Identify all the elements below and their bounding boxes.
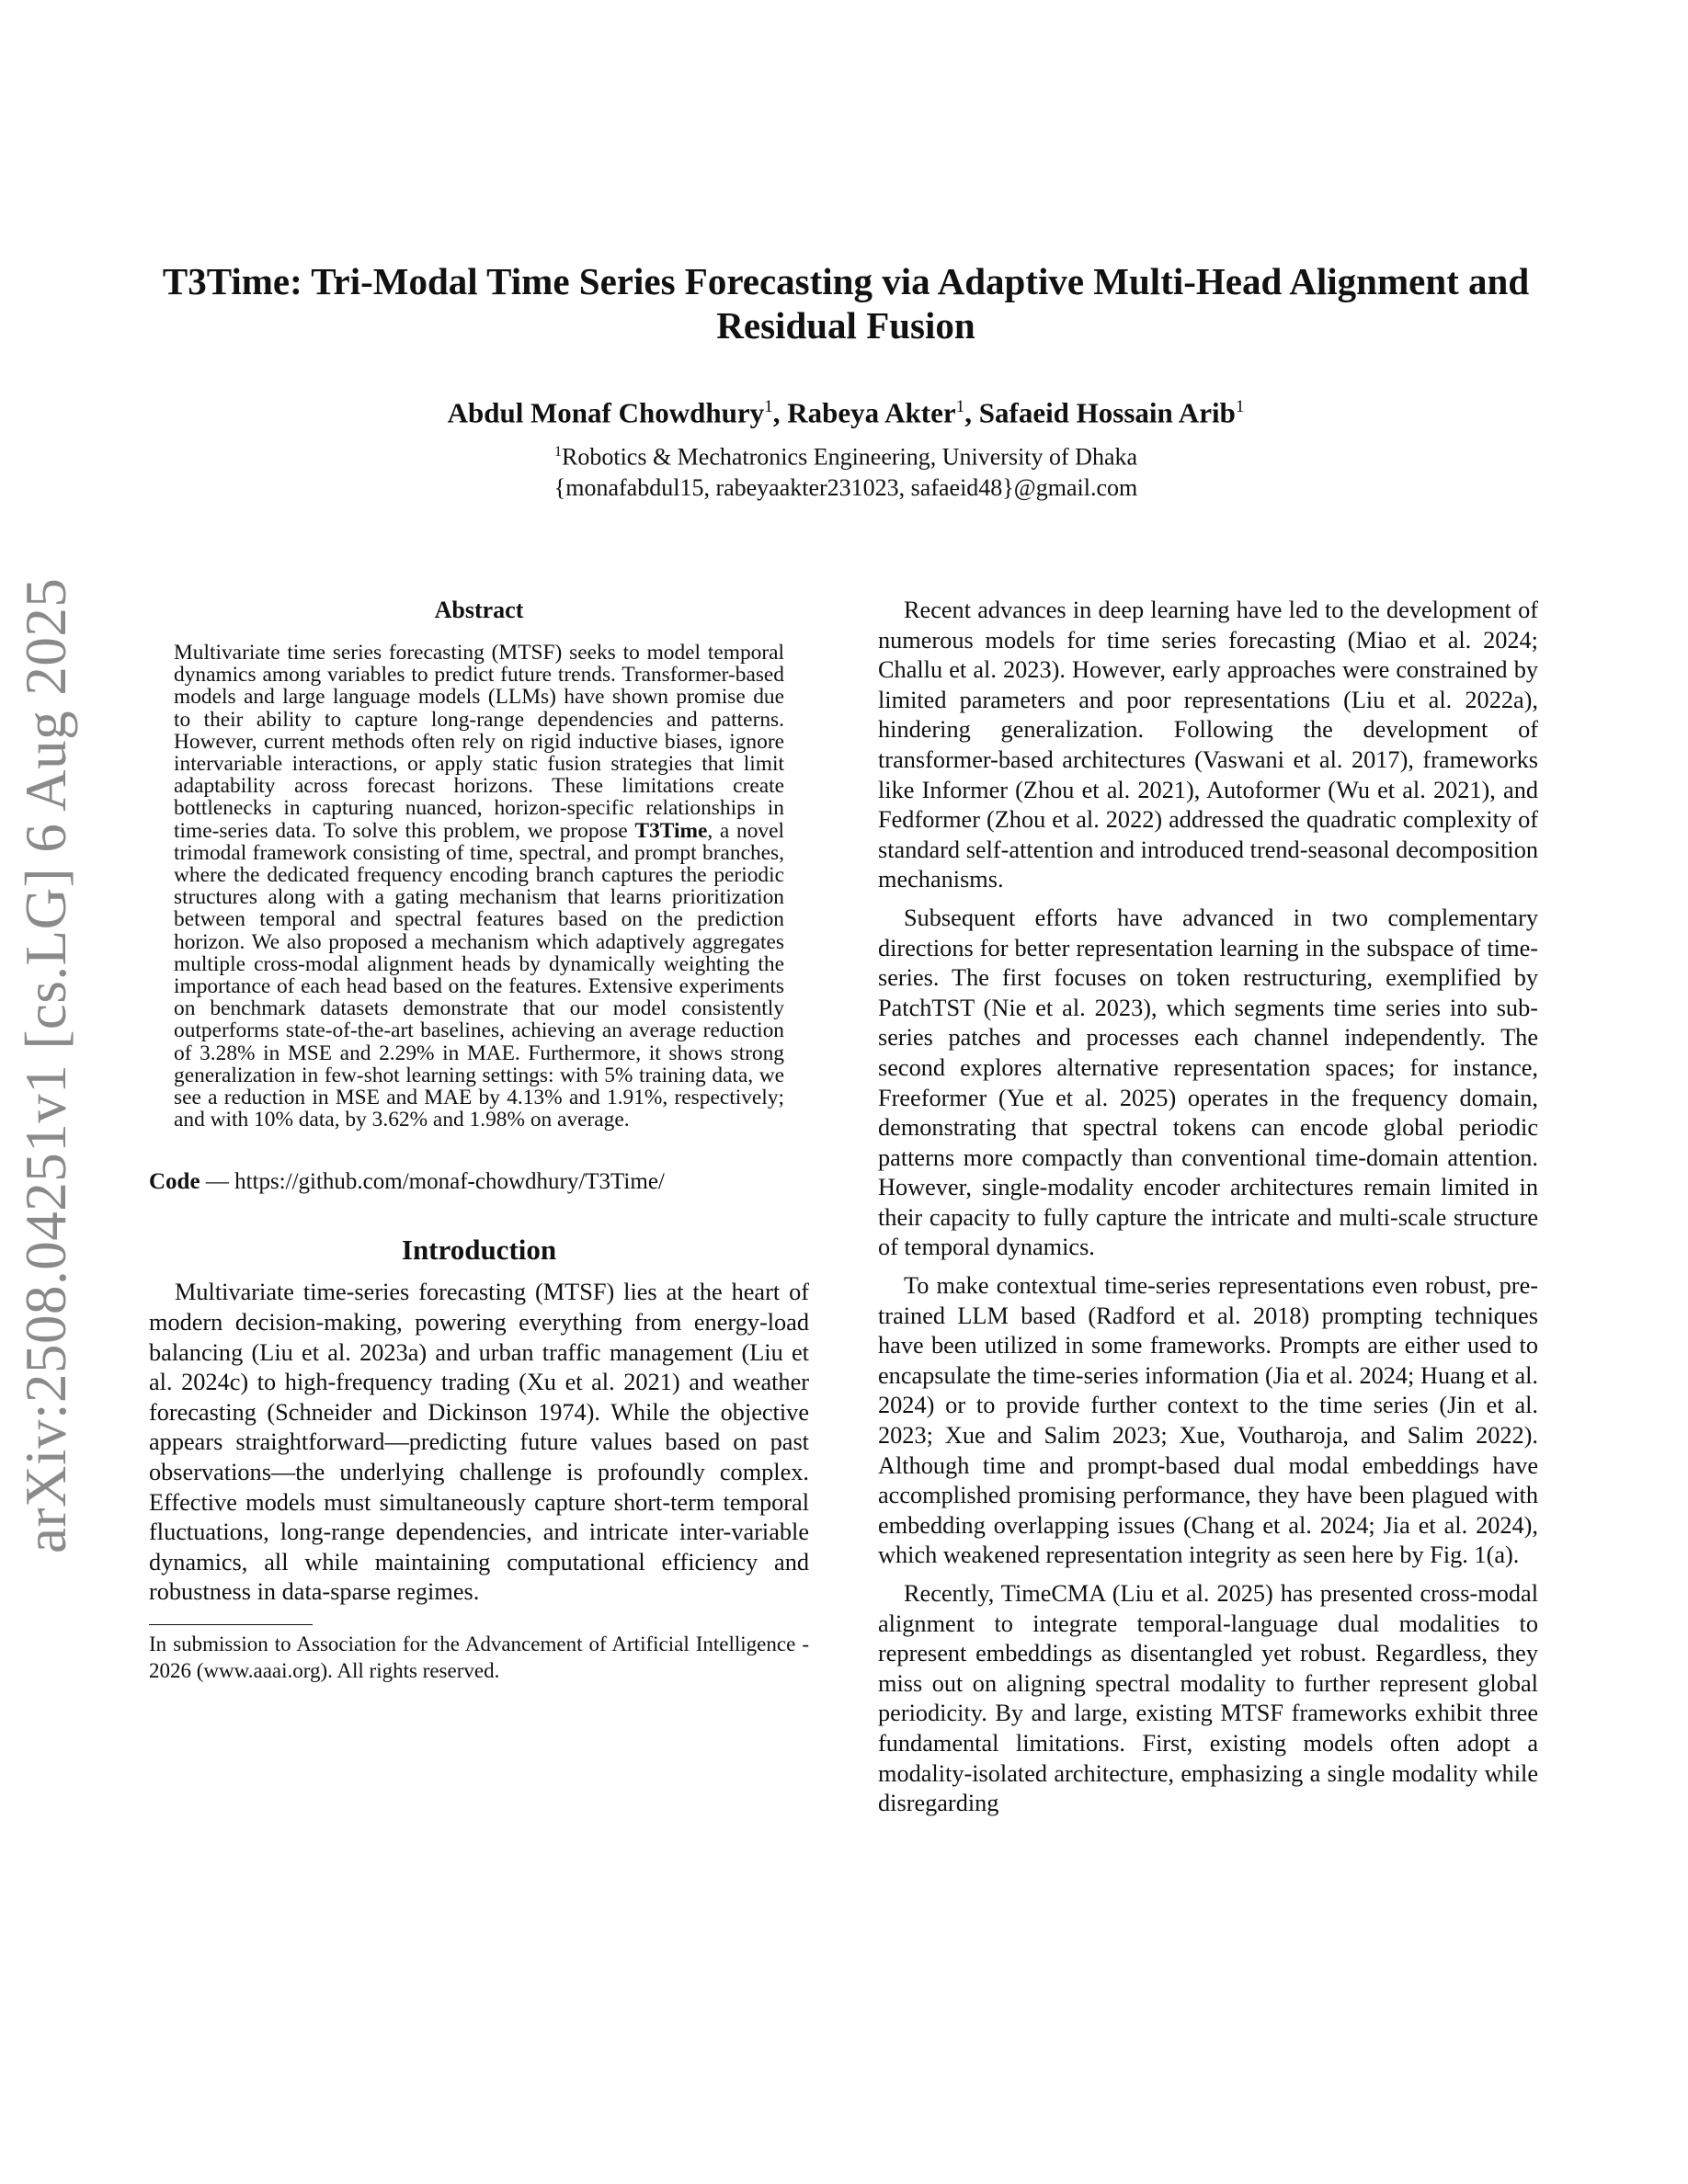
body-paragraph: Recently, TimeCMA (Liu et al. 2025) has presented cross-modal alignment to integrate temporal-language dual modalities to represent embeddings as disentangled yet robust. Regardless, they miss out on aligning spectral modality to further represent global periodicity. By and large, existing MTSF frameworks exhibit three fundamental limitations. First, existing models often adopt a modality-isolated architecture, emphasizing a single modality while disregarding bbox=[878, 1580, 1538, 1817]
right-column bbox=[878, 596, 1538, 1819]
introduction-heading: Introduction bbox=[401, 1234, 557, 1267]
author-affiliation-mark: 1 bbox=[1235, 397, 1245, 416]
code-label: Code bbox=[149, 1169, 200, 1195]
body-paragraph: Subsequent efforts have advanced in two complementary directions for better representation learning in the subspace of time-series. The first focuses on token restructuring, exemplified by PatchTST (Nie et al. 2023), which segments time series into sub-series patches and processes each channel independently. The second explores alternative representation spaces; for instance, Freeformer (Yue et al. 2025) operates in the frequency domain, demonstrating that spectral tokens can encode global periodic patterns more compactly than conventional time-domain attention. However, single-modality encoder architectures remain limited in their capacity to fully capture the intricate and multi-scale structure of temporal dynamics. bbox=[878, 904, 1538, 1261]
affiliation-line bbox=[138, 437, 1554, 472]
author-name: Rabeya Akter bbox=[787, 396, 956, 429]
author-name: Abdul Monaf Chowdhury bbox=[447, 396, 765, 429]
body-paragraph: Recent advances in deep learning have led to the development of numerous models for time series forecasting (Miao et al. 2024; Challu et al. 2023). However, early approaches were constrained by limited parameters and poor representations (Liu et al. 2022a), hindering generalization. Following the development of transformer-based architectures (Vaswani et al. 2017), frameworks like Informer (Zhou et al. 2021), Autoformer (Wu et al. 2021), and Fedformer (Zhou et al. 2022) addressed the quadratic complexity of standard self-attention and introduced trend-seasonal decomposition mechanisms. bbox=[878, 597, 1538, 893]
submission-footnote: In submission to Association for the Advancement of Artificial Intelligence - 2026 (www.aaai.org). All rights reserved. bbox=[149, 1632, 809, 1682]
model-name-bold: T3Time bbox=[634, 818, 708, 843]
affiliation-mark: 1 bbox=[553, 444, 563, 460]
abstract-heading: Abstract bbox=[434, 597, 524, 623]
author-emails: {monafabdul15, rabeyaakter231023, safaeid48}@gmail.com bbox=[553, 473, 1138, 501]
author-list: Abdul Monaf Chowdhury$^1$, Rabeya Akter$^1$, Safaeid Hossain Arib$^1$ bbox=[447, 396, 1245, 429]
affiliation-block bbox=[138, 437, 1554, 503]
abstract-body bbox=[174, 642, 784, 1131]
arxiv-identifier-stamp: arXiv:2508.04251v1 [cs.LG] 6 Aug 2025 bbox=[14, 577, 78, 1553]
introduction-paragraph: Multivariate time-series forecasting (MTSF) lies at the heart of modern decision-making, powering everything from energy-load balancing (Liu et al. 2023a) and urban traffic management (Liu et al. 2024c) to high-frequency trading (Xu et al. 2021) and weather forecasting (Schneider and Dickinson 1974). While the objective appears straightforward—predicting future values based on past observations—the underlying challenge is profoundly complex. Effective models must simultaneously capture short-term temporal fluctuations, long-range dependencies, and intricate inter-variable dynamics, all while maintaining computational efficiency and robustness in data-sparse regimes. bbox=[149, 1279, 809, 1606]
author-name: Safaeid Hossain Arib bbox=[978, 396, 1236, 429]
body-paragraph: To make contextual time-series representations even robust, pre-trained LLM based (Radford et al. 2018) prompting techniques have been utilized in some frameworks. Prompts are either used to encapsulate the time-series information (Jia et al. 2024; Huang et al. 2024) or to provide further context to the time series (Jin et al. 2023; Xue and Salim 2023; Xue, Voutharoja, and Salim 2022). Although time and prompt-based dual modal embeddings have accomplished promising performance, they have been plagued with embedding overlapping issues (Chang et al. 2024; Jia et al. 2024), which weakened representation integrity as seen here by Fig. 1(a). bbox=[878, 1272, 1538, 1569]
affiliation-text: Robotics & Mechatronics Engineering, University of Dhaka bbox=[562, 443, 1138, 471]
left-column bbox=[149, 596, 809, 1684]
paper-title: T3Time: Tri-Modal Time Series Forecasting via Adaptive Multi-Head Alignment and Residual Fusion bbox=[162, 260, 1530, 347]
footnote-divider bbox=[149, 1624, 313, 1625]
code-url-link[interactable]: https://github.com/monaf-chowdhury/T3Time/ bbox=[234, 1169, 665, 1195]
abstract-text-part: Multivariate time series forecasting (MTSF) seeks to model temporal dynamics among variables to predict future trends. Transformer-based models and large language models (LLMs) have shown promise due to their ability to capture long-range dependencies and patterns. However, current methods often rely on rigid inductive biases, ignore intervariable interactions, or apply static fusion strategies that limit adaptability across forecast horizons. These limitations create bottlenecks in capturing nuanced, horizon-specific relationships in time-series data. To solve this problem, we propose bbox=[174, 641, 784, 843]
abstract-text-part: , a novel trimodal framework consisting of time, spectral, and prompt branches, where the dedicated frequency encoding branch captures the periodic structures along with a gating mechanism that learns prioritization between temporal and spectral features based on the prediction horizon. We also proposed a mechanism which adaptively aggregates multiple cross-modal alignment heads by dynamically weighting the importance of each head based on the features. Extensive experiments on benchmark datasets demonstrate that our model consistently outperforms state-of-the-art baselines, achieving an average reduction of 3.28% in MSE and 2.29% in MAE. Furthermore, it shows strong generalization in few-shot learning settings: with 5% training data, we see a reduction in MSE and MAE by 4.13% and 1.91%, respectively; and with 10% data, by 3.62% and 1.98% on average. bbox=[174, 818, 784, 1132]
code-link-line bbox=[149, 1167, 809, 1197]
code-separator: — bbox=[200, 1169, 235, 1195]
author-affiliation-mark: 1 bbox=[955, 397, 965, 416]
author-affiliation-mark: 1 bbox=[764, 397, 773, 416]
